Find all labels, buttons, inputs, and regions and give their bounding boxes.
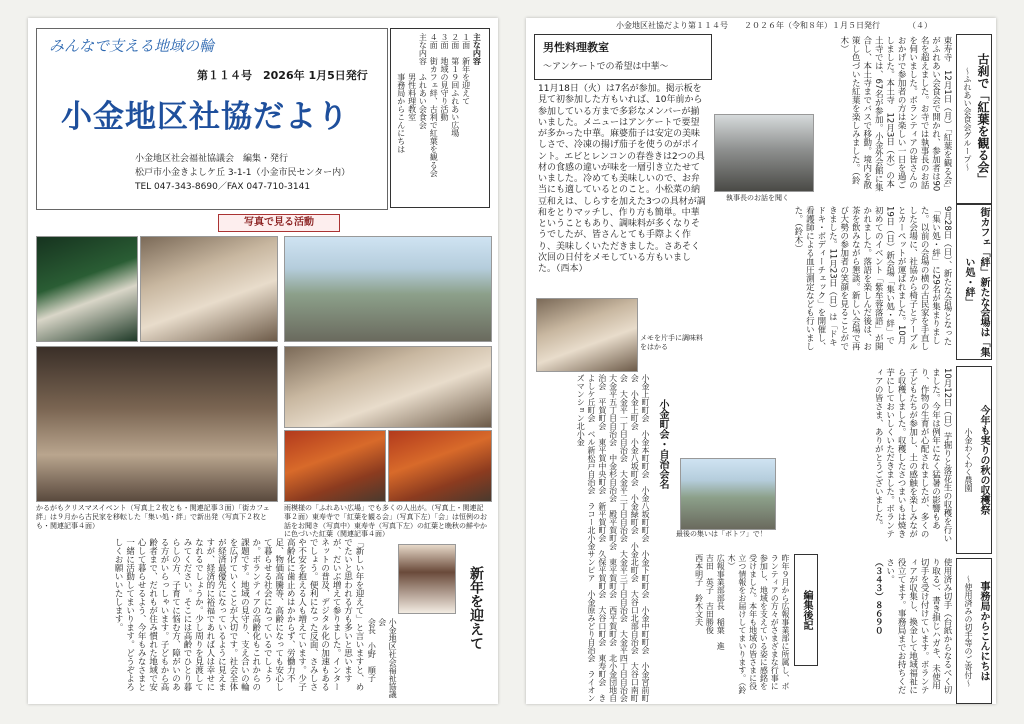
office-title: 事務局からこんにちは — [978, 581, 989, 681]
photo-temple-talk — [284, 346, 492, 428]
photo-cafe-event — [680, 458, 776, 530]
greeting-signature — [366, 618, 397, 698]
cooking-subtitle: 〜アンケートでの希望は中華〜 — [543, 62, 669, 72]
cooking-heading — [534, 34, 712, 80]
cooking-title: 男性料理教室 — [543, 41, 609, 54]
issue-date: 第１１４号 2026年 1月5日発行 — [197, 69, 368, 82]
photo-cafe-kizuna — [36, 346, 278, 502]
greeting-org: 小金地区社会福祉協議会 — [377, 618, 398, 698]
toc-title: 主な内容 — [472, 33, 482, 65]
toc-item: ２面 第１９回ふれあい広場 — [450, 33, 460, 137]
front-page — [28, 18, 498, 704]
editor-staff: 西本明子 鈴木文夫 — [694, 554, 704, 626]
cooking-photo-caption: メモを片手に調味料をはかる — [640, 334, 703, 351]
office-body — [822, 558, 952, 698]
harvest-title: 今年も実りの秋の収穫祭 — [978, 405, 989, 515]
phone-fax: TEL 047-343-8690／FAX 047-710-3141 — [135, 182, 311, 192]
greeting-name: 小野 順子 — [367, 642, 377, 682]
greeting-role: 会長 — [367, 618, 377, 634]
office-text: 使用済み切手（台紙からなるべく切り取る）、書き損じハガキ、未使用切手を受け付けています。ボランティアが収集し、換金して地域福祉に役立てます。事務局までお持ちください。 — [884, 558, 952, 694]
photo-cooking — [536, 298, 638, 372]
photo-section-title: 写真で見る活動 — [218, 214, 340, 232]
harvest-heading — [956, 366, 992, 554]
address: 松戸市小金きよしケ丘 3-1-1（小金市民センター内） — [135, 168, 351, 178]
page-header: 小金地区社協だより第１１４号 ２０２６年（令和８年）１月５日発行 （４） — [616, 21, 932, 30]
cafe-title: 街カフェ「絆」新たな会場は「集い処・絆」 — [956, 204, 992, 360]
kouyou-heading — [956, 34, 992, 204]
cafe-photo-caption: 最後の集いは「ボトフ」で！ — [676, 530, 767, 538]
masthead — [36, 28, 388, 210]
back-page — [526, 18, 996, 710]
toc-item: ３面 地域の見守り活動 — [439, 33, 449, 121]
caption-right: 雨模様の「ふれあい広場」でも多くの人出が。（写真上・関連記事２面）東寿寺で「紅葉を観る会」（写真下左）「会」は恒例のお話をお聞き（写真中）東寿寺（写真下左）の紅葉と晩秋の鮮やかに色づいた紅葉（関連記事４面） — [284, 504, 487, 539]
harvest-body: 10月12日（日）芋掘りと落花生の収穫を行いました。今年は例年になく猛暑の影響もあり、作物の生育が心配されましたが、多くの子どもたちが参加し、土の感触を楽しみながら収穫しました。収穫したさつまいもは焼き芋にしておいしくいただきました。ボランティアの皆さま、ありがとうございました。 — [873, 368, 952, 543]
photo-autumn-leaves — [284, 430, 386, 502]
toc-item: ４面 街カフェ絆、古利で紅葉を観る会 — [429, 33, 439, 177]
editor-text: 昨年９月から広報事業部に所属し、ボランティアの方々がさまざまな行事に参加し、地域を支えている姿に感銘を受けました。本年も地域の皆さまに役立つ情報をお届けしてまいります。（鈴木） — [727, 554, 790, 694]
newsletter-title: 小金地区社協だより — [61, 99, 349, 135]
kouyou-body: 東寿寺 12月1日（月）「紅葉を観る会」がふれあい会食会で開かれ、参加者は90名を超えました。お寺では執事長のお話を伺いました。ボランティアの皆さんのおかげで参加者の方は楽しい一日を過ごしました。本土寺 12月3日（水）の本土寺では、67名が参加。小金外会館に集合し、本土寺までバスで移動。境内を散策し色づいた紅葉を楽しみました。（鈴木） — [838, 36, 952, 193]
harvest-subtitle: 小金わくわく農園 — [964, 428, 973, 492]
caption-left: かるがもクリスマスイベント（写真上２枚とも・関連記事３面）「街カフェ絆」は９月から古民家を移転した「集い処・絆」で新出発（写真下２枚とも・関連記事４面） — [36, 504, 270, 530]
slogan: みんなで支える地域の輪 — [49, 37, 215, 55]
toc-item: １面 新年を迎えて — [461, 33, 471, 105]
town-list: 小金上町町会 小金本町町会 小金八坂町町会 小金下町町会 小金中町町会 小金宮前町会 小金上町会 小金八坂町会 小金緑町会 小金北町会 大谷口北部自治会 大谷口南町会 大金平一丁目自治会 大金平二丁目自治会 大金平三丁目自治会 大金平四丁目自治会 大金平五丁目自治会 中金杉自治会 殿平賀町会 東平賀町会 西平賀町会 北小金団地自治会 平賀町会 東平賀中央町会 新平賀町会 久保平賀町会 大谷口町会 東寿町会 きよしケ丘町会 ベル新松戸自治会 ラコー北小金サンピア 小金原みどり自治会 ライオンズマンション北小金 — [576, 374, 650, 710]
toc-item: 主な内容 ふれあい会食会 — [418, 33, 428, 129]
cooking-body: 11月18日（火）は7名が参加。掲示板を見て初参加した方もいれば、10年前から参加している方まで多彩なメンバーが揃いました。メニューはアンケートで要望が多かった中華。麻婆茄子は安定の美味しさで、冷凍の揚げ茄子を使うのがポイント。エビとレンコンの春巻きは2つの具材の食感の違いが味を一層引き立たせていました。冷めても美味しいので、お弁当にも適しているとのこと。小松菜の納豆和えは、しらすを加えた3つの具材が調和をとりマッチし、作り方も簡単。中華ということもあり、調味料が多くなりそうでしたが、皆さんとても手際よく作り、美味しくいただきました。さあそく次回の日付をメモしている方もいました。（西本） — [538, 84, 706, 274]
toc-item: 男性料理教室 — [407, 33, 417, 121]
photo-kouyou — [714, 114, 814, 192]
kouyou-title: 古刹で「紅葉を観る会」 — [976, 53, 990, 185]
photo-temple-garden — [388, 430, 492, 502]
new-year-title: 新年を迎えて — [462, 538, 490, 678]
photo-fureai-hiroba — [284, 236, 492, 342]
editor-body — [678, 554, 790, 694]
kouyou-photo-caption: 執事長のお話を聞く — [726, 194, 789, 202]
cafe-body: 9月28日（日）、新たな会場となった「集い処・絆」に29名が集まりました。以前の会場の横の古民家を手直しした会場に、社協から椅子とテーブルとカーペットが運ばれました。10月19日（日）新会場「集い処・絆」で初めてのイベント「紫牟蓉落語」が開かれました。落語を楽しんだ後は、お茶を飲みながら懇談。新しい会場で再び大勢の参加者の笑顔を見ることができました。11月23日（日）は「ドキドキ・ボディーチェック」を開催し、看護師による血圧測定なども行いました。（鈴木） — [792, 206, 952, 351]
office-subtitle: 〜使用済みの切手等のご寄付〜 — [964, 575, 973, 687]
photo-christmas-event — [140, 236, 278, 342]
publisher: 小金地区社会福祉協議会 編集・発行 — [135, 154, 289, 164]
photo-christmas-tree — [36, 236, 138, 342]
kouyou-subtitle: 〜ふれあい会食会グループ〜 — [963, 67, 972, 171]
editor-title: 編集後記 — [794, 554, 818, 666]
office-phone: （３４３）８６９０ — [873, 558, 884, 635]
town-title: 小金町会・自治会名 — [652, 374, 672, 514]
chairperson-portrait — [398, 544, 456, 614]
toc-item: 事務局からこんにちは — [396, 33, 406, 153]
office-heading — [956, 558, 992, 704]
editor-staff: 吉田 英子 吉田勝俊 — [705, 554, 715, 634]
table-of-contents — [390, 28, 490, 208]
editor-staff: 広報事業部部長 稲葉 進 — [716, 554, 726, 650]
greeting-body: 「新しい年を迎えて」と言いますと、めでたいと思われる方も多いと思いますが、だいぶ増えて参りました。インターネットの普及、デジタル化の加速もあるでしょう。便利になった反面、さみしさや不安を抱える人も増えています。少子高齢化に歯止めはかからず、労働力不足、物価高騰等、高齢になっても安心して暮らせる社会になっているでしょうか。ボランティアの高齢化もこれからの課題です。地域の見守り、支え合いの輪を広げていくことが大切です。社会全体が経済最優先になっているように見えますが、経済的に裕福であれば人は幸せになれるでしょうか。少し周りを見渡してみてください。そこには高齢でひとり暮らしの方、子育てに悩む方、障がいのある方がいらっしゃいます。子どもから高齢者まで、だれもが住み慣れた地域で安心して暮らせるよう、今年もみなさまと一緒に活動してまいります。どうぞよろしくお願いいたします。 — [113, 538, 364, 691]
